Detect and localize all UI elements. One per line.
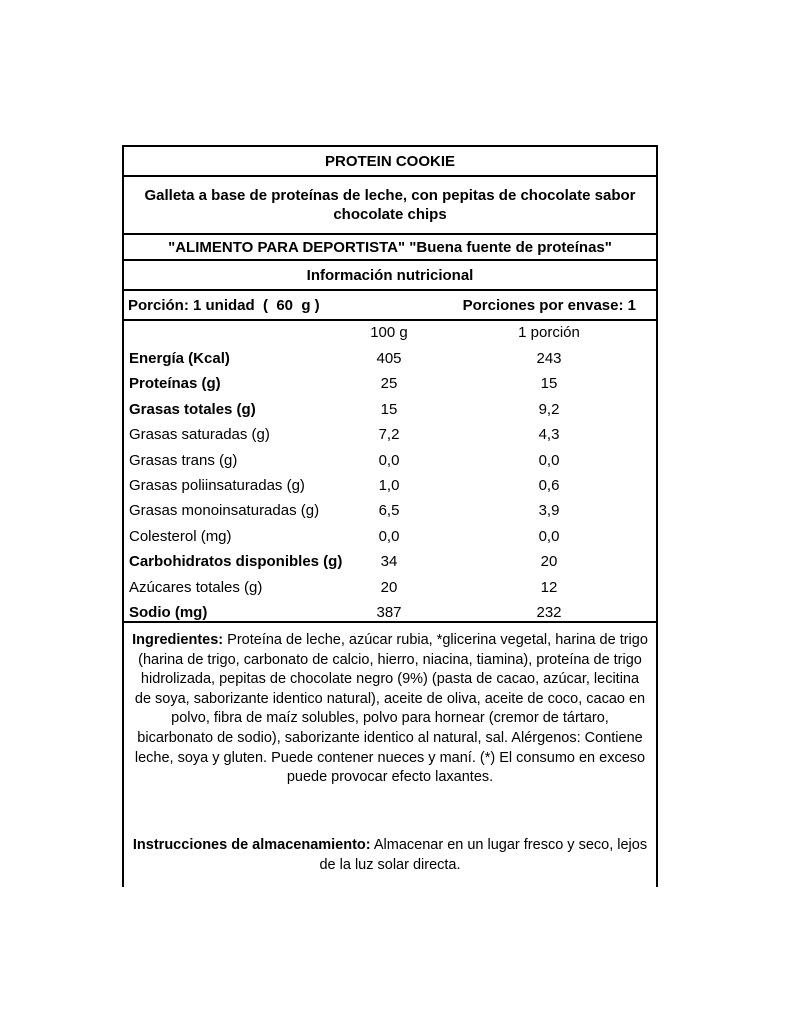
servings-per-container: Porciones por envase: 1 <box>462 296 636 314</box>
nutrient-name: Sodio (mg) <box>129 604 208 621</box>
storage-text: Almacenar en un lugar fresco y seco, lejos de la luz solar directa. <box>319 837 648 873</box>
divider <box>124 621 656 623</box>
nutrient-name: Grasas monoinsaturadas (g) <box>129 502 320 520</box>
column-header-portion: 1 porción <box>518 324 580 341</box>
serving-info <box>124 291 656 319</box>
nutrient-row <box>124 525 656 550</box>
nutrient-row <box>124 576 656 601</box>
serving-size: Porción: 1 unidad ( 60 g ) <box>128 296 320 314</box>
nutrition-heading: Información nutricional <box>306 266 474 284</box>
nutrient-value-portion: 12 <box>540 578 558 596</box>
nutrient-value-100g: 34 <box>380 553 398 571</box>
nutrient-name: Grasas totales (g) <box>129 400 256 418</box>
nutrient-name: Carbohidratos disponibles (g) <box>129 553 343 571</box>
nutrient-name: Colesterol (mg) <box>129 527 232 545</box>
nutrient-row <box>124 474 656 499</box>
ingredients-label: Ingredientes: <box>132 632 224 648</box>
nutrient-row <box>124 398 656 423</box>
nutrient-value-portion: 20 <box>540 553 558 571</box>
ingredients-block <box>132 631 648 788</box>
nutrient-value-100g: 0,0 <box>378 527 400 545</box>
nutrient-value-100g: 6,5 <box>378 502 400 520</box>
product-description: Galleta a base de proteínas de leche, con pepitas de chocolate sabor chocolate chips <box>144 187 636 223</box>
product-title: PROTEIN COOKIE <box>324 153 455 170</box>
column-header-100g: 100 g <box>370 324 408 341</box>
nutrient-value-portion: 4,3 <box>538 426 560 444</box>
nutrient-row <box>124 423 656 448</box>
column-headers <box>124 321 656 346</box>
nutrient-row <box>124 347 656 372</box>
nutrient-value-portion: 0,0 <box>538 451 560 469</box>
product-claim: "ALIMENTO PARA DEPORTISTA" "Buena fuente de proteínas" <box>168 238 612 256</box>
nutrient-value-100g: 25 <box>380 375 398 393</box>
nutrient-value-100g: 405 <box>376 350 402 367</box>
nutrient-value-100g: 15 <box>380 400 398 418</box>
nutrient-name: Grasas saturadas (g) <box>129 426 270 444</box>
nutrient-value-100g: 387 <box>376 604 402 621</box>
nutrient-name: Azúcares totales (g) <box>129 578 263 596</box>
nutrient-value-100g: 7,2 <box>378 426 400 444</box>
nutrient-value-portion: 15 <box>540 375 558 393</box>
storage-label: Instrucciones de almacenamiento: <box>132 837 371 853</box>
nutrient-value-portion: 0,0 <box>538 527 560 545</box>
ingredients-text: Proteína de leche, azúcar rubia, *glicerina vegetal, harina de trigo (harina de trigo, carbonato de calcio, hierro, niacina, tiamina), proteína de trigo hidrolizada, pepitas de chocolate negro (9%) (pasta de cacao, azúcar, lecitina de soya, saborizante identico natural), aceite de oliva, aceite de coco, cacao en polvo, fibra de maíz solubles, polvo para hornear (cremor de tártaro, bicarbonato de sodio), saborizante identico al natural, sal. Alérgenos: Contiene leche, soya y gluten. Puede contener nueces y maní. (*) El consumo en exceso puede provocar efecto laxantes. <box>134 632 648 786</box>
nutrient-value-100g: 0,0 <box>378 451 400 469</box>
nutrient-name: Grasas poliinsaturadas (g) <box>129 477 305 494</box>
nutrient-value-portion: 232 <box>536 604 562 621</box>
nutrient-value-portion: 3,9 <box>538 502 560 520</box>
nutrient-name: Grasas trans (g) <box>129 451 238 469</box>
nutrient-name: Energía (Kcal) <box>129 350 230 367</box>
nutrient-value-portion: 243 <box>536 350 562 367</box>
nutrient-row <box>124 499 656 524</box>
nutrient-row <box>124 449 656 474</box>
nutrient-row <box>124 550 656 575</box>
storage-block <box>132 835 648 875</box>
nutrient-value-100g: 1,0 <box>378 477 400 494</box>
nutrient-value-portion: 0,6 <box>538 477 560 494</box>
nutrient-name: Proteínas (g) <box>129 375 221 393</box>
nutrition-label <box>122 145 658 887</box>
nutrient-row <box>124 372 656 397</box>
nutrient-value-100g: 20 <box>380 578 398 596</box>
nutrient-value-portion: 9,2 <box>538 400 560 418</box>
